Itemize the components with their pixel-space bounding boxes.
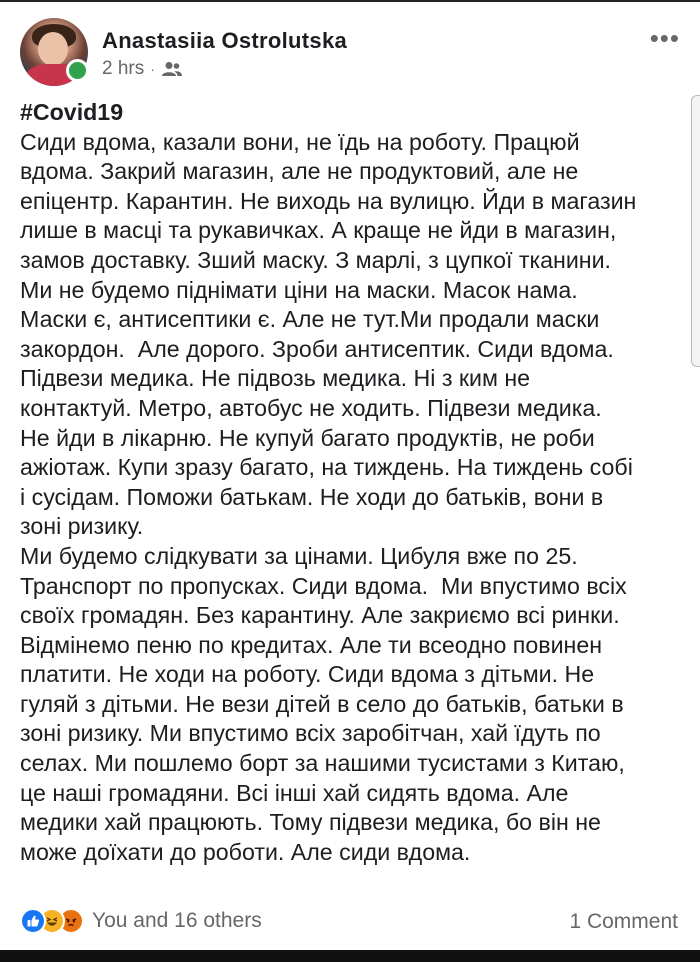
post-text-line: і сусідам. Поможи батькам. Не ходи до батьків, вони в: [20, 483, 604, 510]
post-text-line: це наші громадяни. Всі інші хай сидять вдома. Але: [20, 779, 569, 806]
scrollbar[interactable]: [691, 95, 700, 367]
comments-count[interactable]: 1 Comment: [569, 910, 678, 933]
post-text-line: ажіотаж. Купи зразу багато, на тиждень. На тиждень собі: [20, 454, 633, 481]
more-options-button[interactable]: •••: [649, 23, 680, 53]
post-text-line: може доїхати до роботи. Але сиди вдома.: [20, 838, 471, 865]
post-text-line: замов доставку. Зший маску. З марлі, з цупкої тканини.: [20, 246, 611, 273]
post-header: [20, 18, 686, 90]
post-text-line: селах. Ми пошлемо борт за нашими тусистами з Китаю,: [20, 750, 625, 777]
post-text-line: закордон. Але дорого. Зроби антисептик. Сиди вдома.: [20, 335, 614, 362]
online-status-icon: [66, 59, 89, 82]
friends-icon: [161, 61, 183, 77]
post-text-line: Ми будемо слідкувати за цінами. Цибуля вже по 25.: [20, 542, 578, 569]
post-text-line: Не йди в лікарню. Не купуй багато продуктів, не роби: [20, 424, 595, 451]
author-avatar[interactable]: [20, 18, 88, 86]
post-text-line: лише в масці та рукавичках. А краще не йди в магазин,: [20, 217, 617, 244]
post-timestamp[interactable]: 2 hrs: [102, 58, 145, 79]
post-text-line: своїх громадян. Без карантину. Але закриємо всі ринки.: [20, 602, 620, 629]
post-text-line: вдома. Закрий магазин, але не продуктовий, але не: [20, 158, 579, 185]
post-meta: [102, 58, 183, 80]
hashtag-link[interactable]: #Covid19: [20, 99, 124, 125]
bottom-bar: [0, 950, 700, 962]
post-text-line: Відмінемо пеню по кредитах. Але ти всеодно повинен: [20, 631, 603, 658]
post-text-line: Ми не будемо піднімати ціни на маски. Масок нама.: [20, 276, 578, 303]
post-text-line: платити. Не ходи на роботу. Сиди вдома з дітьми. Не: [20, 661, 595, 688]
post-text-line: зоні ризику. Ми впустимо всіх заробітчан, хай їдуть по: [20, 720, 601, 747]
like-icon: [20, 908, 46, 934]
post-text-line: медики хай працюють. Тому підвези медика, бо він не: [20, 809, 601, 836]
author-name[interactable]: Anastasiia Ostrolutska: [102, 28, 348, 53]
reactions-summary[interactable]: [20, 908, 262, 934]
reaction-icons: [20, 908, 84, 934]
post-text-line: Підвези медика. Не підвозь медика. Ні з ким не: [20, 365, 531, 392]
post-text-line: контактуй. Метро, автобус не ходить. Підвези медика.: [20, 394, 602, 421]
post-text-line: Сиди вдома, казали вони, не їдь на роботу. Працюй: [20, 128, 580, 155]
reactions-count[interactable]: You and 16 others: [92, 909, 262, 932]
post-text-line: гуляй з дітьми. Не вези дітей в село до батьків, батьки в: [20, 690, 624, 717]
post-text-line: епіцентр. Карантин. Не виходь на вулицю. Йди в магазин: [20, 187, 637, 214]
post-text-line: Маски є, антисептики є. Але не тут.Ми продали маски: [20, 306, 600, 333]
post-text-line: зоні ризику.: [20, 513, 144, 540]
post-text-line: Транспорт по пропусках. Сиди вдома. Ми впустимо всіх: [20, 572, 627, 599]
post-body: [20, 98, 684, 867]
meta-separator: ·: [150, 61, 155, 77]
